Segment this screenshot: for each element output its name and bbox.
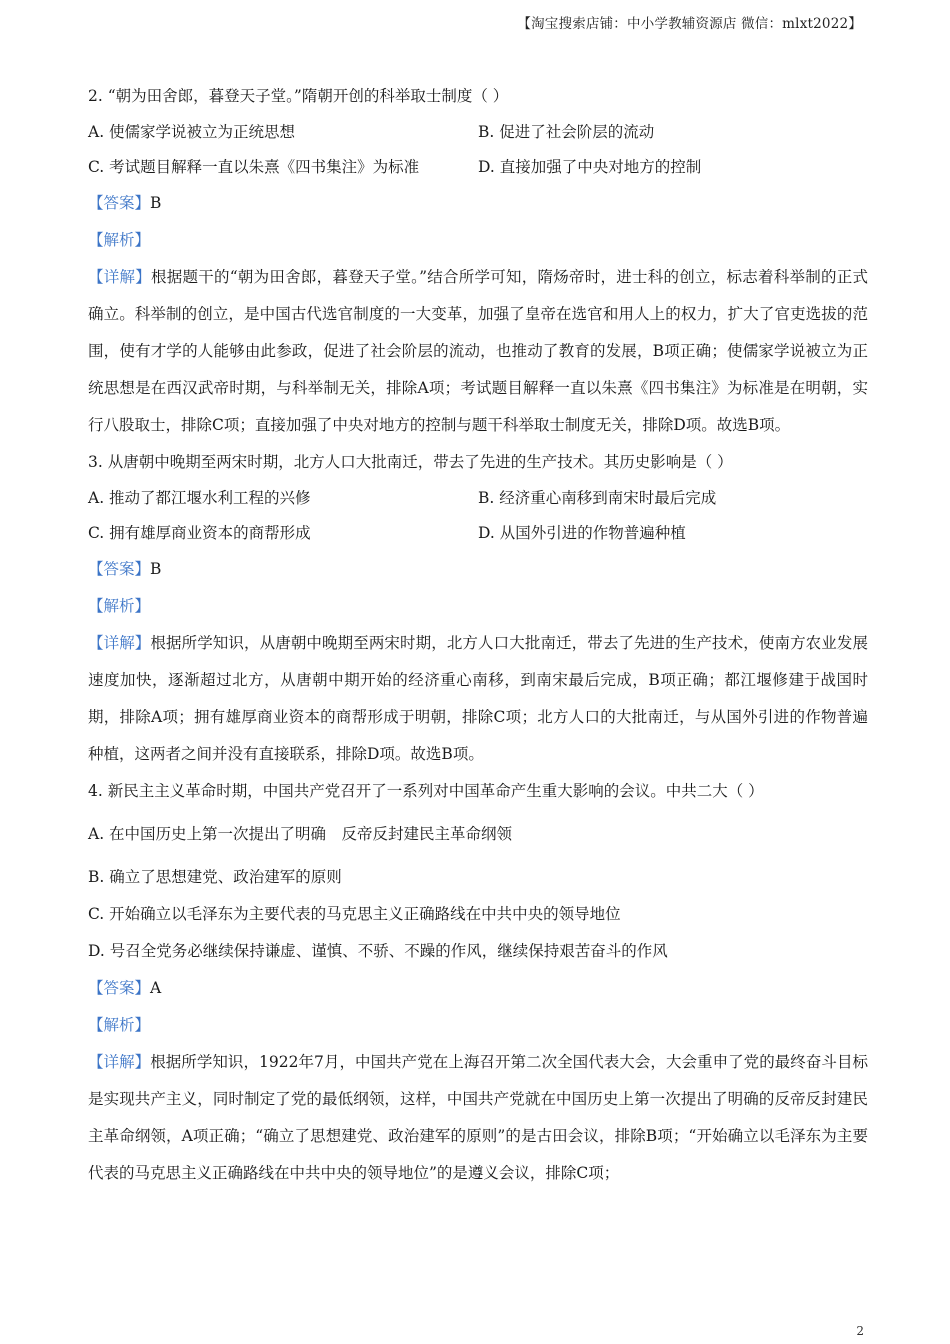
detail-tag: 【详解】 (88, 1053, 151, 1071)
q4-answer-value: A (150, 979, 162, 997)
q4-option-b: B. 确立了思想建党、政治建军的原则 (88, 868, 342, 886)
answer-tag: 【答案】 (88, 979, 151, 997)
q4-option-d: D. 号召全党务必继续保持谦虚、谨慎、不骄、不躁的作风，继续保持艰苦奋斗的作风 (88, 942, 668, 960)
q4-detail-text: 根据所学知识，1922年7月，中国共产党在上海召开第二次全国代表大会，大会重申了党的最终奋斗目标是实现共产主义，同时制定了党的最低纲领，这样，中国共产党就在中国历史上第一次提出了明确的反帝反封建民主革命纲领，A项正确；“确立了思想建党、政治建军的原则”的是古田会议，排除B项；“开始确立以毛泽东为主要代表的马克思主义正确路线在中共中央的领导地位”的是遵义会议，排除C项； (88, 1053, 868, 1182)
q4-stem: 4. 新民主主义革命时期，中国共产党召开了一系列对中国革命产生重大影响的会议。中共二大（ ） (88, 782, 764, 800)
q2-detail-text: 根据题干的“朝为田舍郎，暮登天子堂。”结合所学可知，隋炀帝时，进士科的创立，标志着科举制的正式确立。科举制的创立，是中国古代选官制度的一大变革，加强了皇帝在选官和用人上的权力，扩大了官吏选拔的范围，使有才学的人能够由此参政，促进了社会阶层的流动，也推动了教育的发展，B项正确；使儒家学说被立为正统思想是在西汉武帝时期，与科举制无关，排除A项；考试题目解释一直以朱熹《四书集注》为标准是在明朝，实行八股取士，排除C项；直接加强了中央对地方的控制与题干科举取士制度无关，排除D项。故选B项。 (88, 268, 868, 434)
q3-detail (88, 625, 868, 773)
q3-answer-value: B (150, 560, 162, 578)
q2-detail (88, 259, 868, 444)
page-number: 2 (856, 1324, 864, 1338)
q3-answer (88, 551, 868, 588)
q3-analysis-heading (88, 588, 868, 625)
document-body (88, 78, 868, 1192)
q4-detail (88, 1044, 868, 1192)
analysis-tag: 【解析】 (88, 231, 151, 249)
detail-tag: 【详解】 (88, 268, 151, 286)
q3-option-b: B. 经济重心南移到南宋时最后完成 (478, 489, 717, 507)
answer-tag: 【答案】 (88, 560, 151, 578)
detail-tag: 【详解】 (88, 634, 151, 652)
q4-option-c: C. 开始确立以毛泽东为主要代表的马克思主义正确路线在中共中央的领导地位 (88, 905, 621, 923)
q3-option-d: D. 从国外引进的作物普遍种植 (478, 524, 686, 542)
analysis-tag: 【解析】 (88, 597, 151, 615)
q3-stem: 3. 从唐朝中晚期至两宋时期，北方人口大批南迁，带去了先进的生产技术。其历史影响是（ ） (88, 453, 733, 471)
q2-option-b: B. 促进了社会阶层的流动 (478, 123, 655, 141)
q2-answer (88, 185, 868, 222)
q2-option-d: D. 直接加强了中央对地方的控制 (478, 158, 702, 176)
q2-stem: 2. “朝为田舍郎，暮登天子堂。”隋朝开创的科举取士制度（ ） (88, 87, 509, 105)
q3-option-a: A. 推动了都江堰水利工程的兴修 (88, 489, 311, 507)
q3-option-c: C. 拥有雄厚商业资本的商帮形成 (88, 524, 311, 542)
q3-options-row-1 (88, 481, 868, 516)
q3-options-row-2 (88, 516, 868, 551)
analysis-tag: 【解析】 (88, 1016, 151, 1034)
answer-tag: 【答案】 (88, 194, 151, 212)
q4-analysis-heading (88, 1007, 868, 1044)
q2-option-c: C. 考试题目解释一直以朱熹《四书集注》为标准 (88, 158, 420, 176)
q2-options-row-1 (88, 115, 868, 150)
page-header-watermark: 【淘宝搜索店铺：中小学教辅资源店 微信：mlxt2022】 (517, 16, 862, 32)
q2-options-row-2 (88, 150, 868, 185)
q2-option-a: A. 使儒家学说被立为正统思想 (88, 123, 296, 141)
q3-detail-text: 根据所学知识，从唐朝中晚期至两宋时期，北方人口大批南迁，带去了先进的生产技术，使南方农业发展速度加快，逐渐超过北方，从唐朝中期开始的经济重心南移，到南宋最后完成，B项正确；都江堰修建于战国时期，排除A项；拥有雄厚商业资本的商帮形成于明朝，排除C项；北方人口的大批南迁，与从国外引进的作物普遍种植，这两者之间并没有直接联系，排除D项。故选B项。 (88, 634, 868, 763)
q4-option-a: A. 在中国历史上第一次提出了明确 反帝反封建民主革命纲领 (88, 825, 513, 843)
q4-answer (88, 970, 868, 1007)
q2-answer-value: B (150, 194, 162, 212)
q2-analysis-heading (88, 222, 868, 259)
